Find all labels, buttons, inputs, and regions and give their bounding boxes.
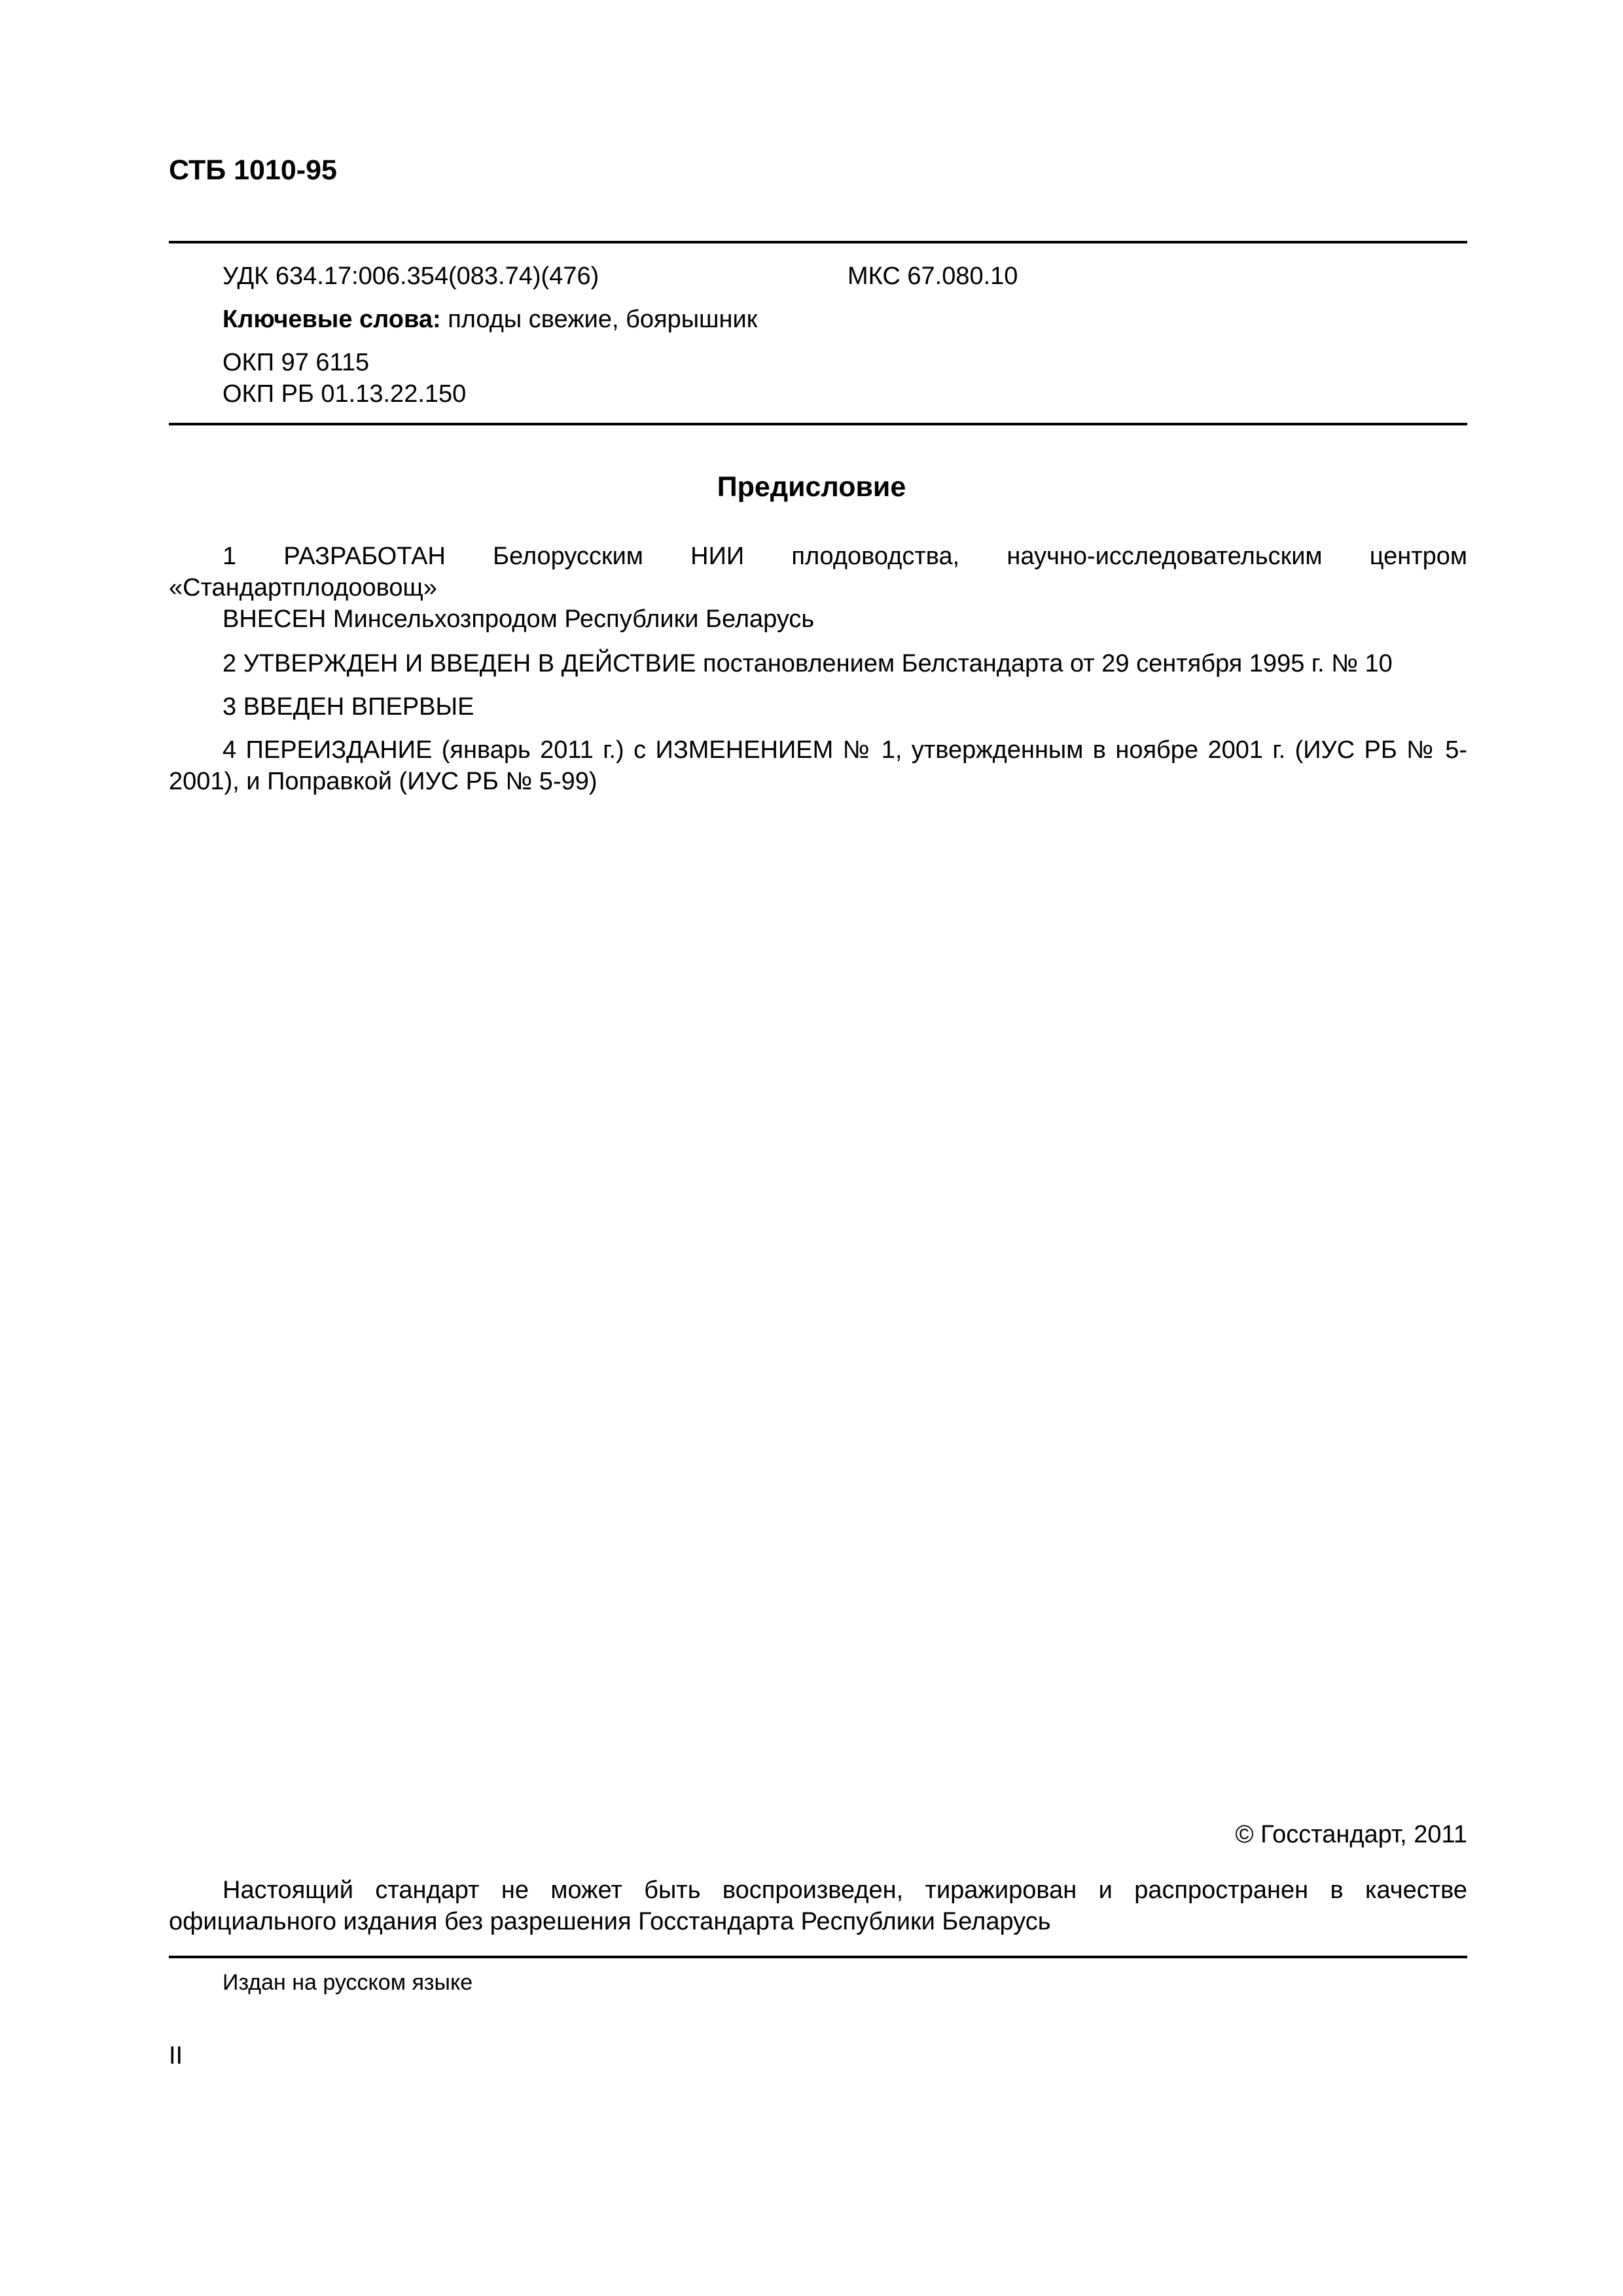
okp-rb-code: ОКП РБ 01.13.22.150 xyxy=(223,380,467,408)
preface-item-3: 3 ВВЕДЕН ВПЕРВЫЕ xyxy=(223,693,474,721)
preface-item-1-introduced: ВНЕСЕН Минсельхозпродом Республики Беларусь xyxy=(223,605,815,633)
okp-code: ОКП 97 6115 xyxy=(223,349,370,376)
top-divider xyxy=(169,241,1467,243)
keywords-label: Ключевые слова: xyxy=(223,306,441,333)
copyright-line: © Госстандарт, 2011 xyxy=(1235,1821,1467,1848)
language-note: Издан на русском языке xyxy=(223,1970,473,1995)
meta-divider xyxy=(169,423,1467,425)
footer-divider xyxy=(169,1956,1467,1958)
preface-item-1: 1 РАЗРАБОТАН Белорусским НИИ плодоводства, научно-исследовательским центром «Стандартплодоовощ» xyxy=(169,543,1467,601)
document-code: СТБ 1010-95 xyxy=(169,154,337,186)
udk-code: УДК 634.17:006.354(083.74)(476) xyxy=(223,262,599,290)
preface-item-2: 2 УТВЕРЖДЕН И ВВЕДЕН В ДЕЙСТВИЕ постановлением Белстандарта от 29 сентября 1995 г. № 10 xyxy=(223,650,1393,677)
preface-item-4: 4 ПЕРЕИЗДАНИЕ (январь 2011 г.) с ИЗМЕНЕНИЕМ № 1, утвержденным в ноябре 2001 г. (ИУС РБ № 5-2001), и Поправкой (ИУС РБ № 5-99) xyxy=(169,736,1467,795)
keywords-value: плоды свежие, боярышник xyxy=(440,306,758,333)
reproduction-notice: Настоящий стандарт не может быть воспроизведен, тиражирован и распространен в качестве официального издания без разрешения Госстандарта Республики Беларусь xyxy=(169,1876,1467,1935)
keywords-line xyxy=(223,304,757,335)
page-number: II xyxy=(169,2042,183,2070)
mks-code: МКС 67.080.10 xyxy=(847,262,1018,290)
preface-title: Предисловие xyxy=(717,471,906,503)
